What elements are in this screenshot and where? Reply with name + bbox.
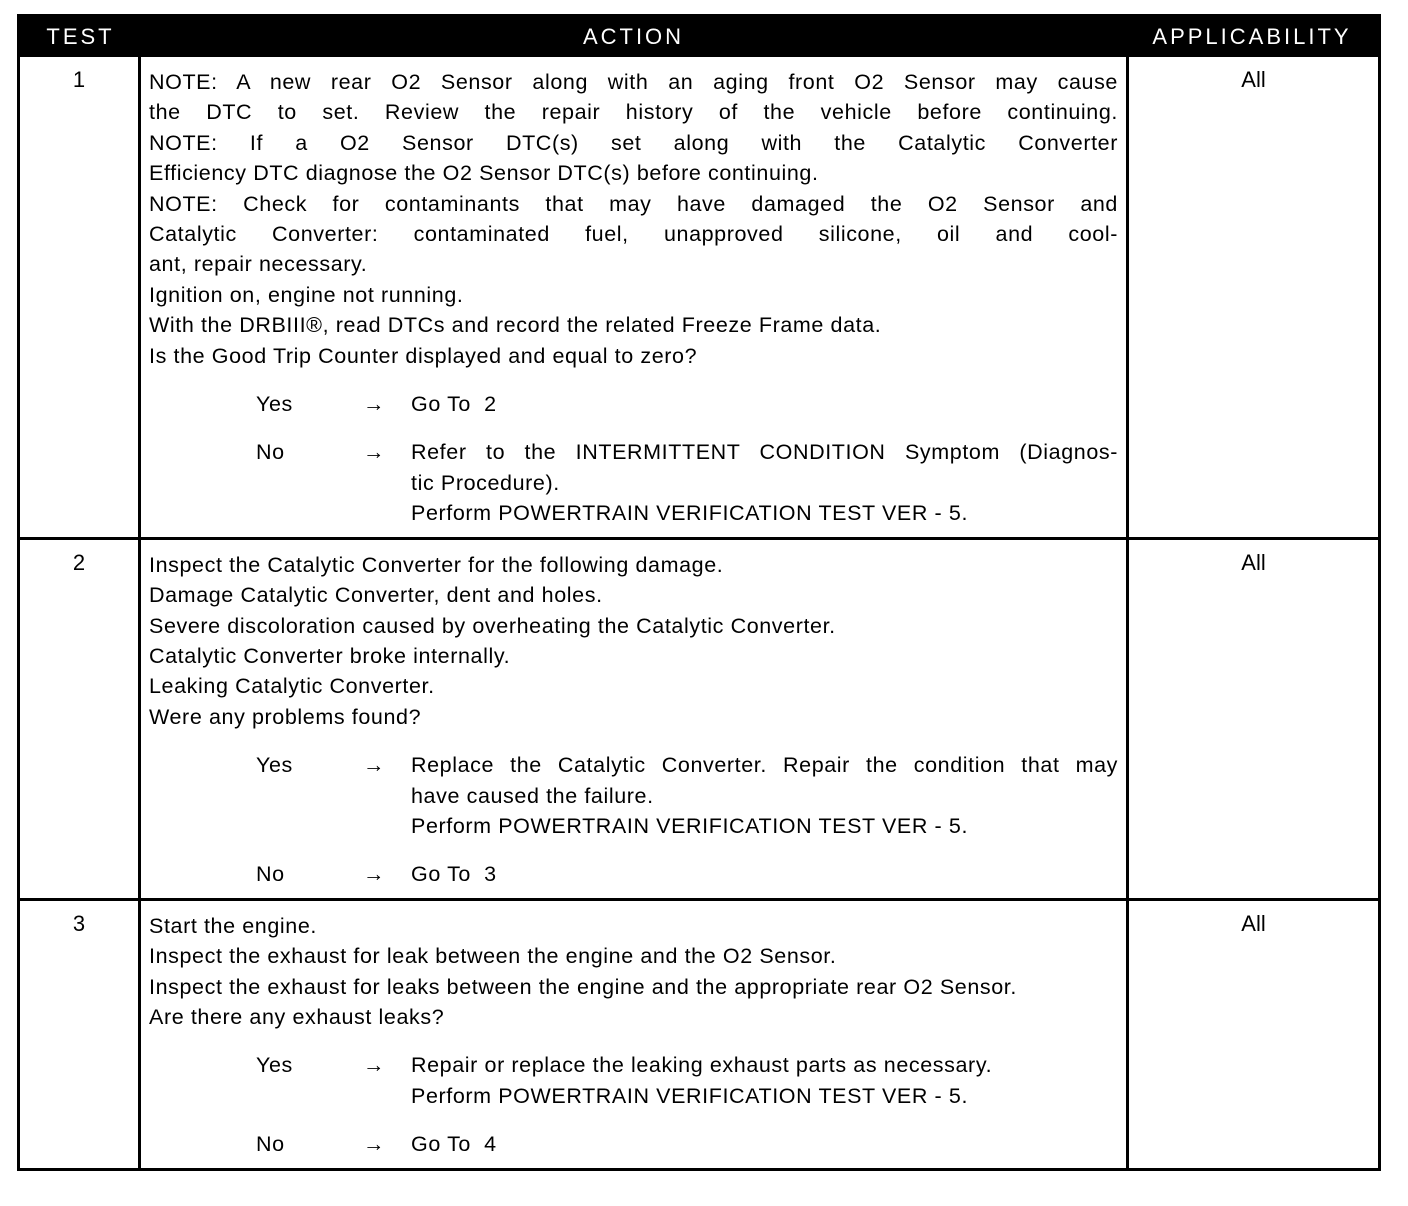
branch-text-line: Go To 4 — [411, 1132, 497, 1157]
action-line: Ignition on, engine not running. — [149, 282, 464, 307]
action-line: Inspect the Catalytic Converter for the following damage. — [149, 552, 724, 577]
branch-text-line: Perform POWERTRAIN VERIFICATION TEST VER - 5. — [411, 501, 969, 526]
right-arrow-icon: → — [363, 1132, 386, 1157]
branch-label: No — [256, 440, 285, 465]
branch-label: No — [256, 1132, 285, 1157]
action-line: ant, repair necessary. — [149, 252, 368, 277]
no-branch — [149, 1129, 1118, 1159]
test-number: 2 — [20, 540, 141, 898]
action-line: With the DRBIII®, read DTCs and record the related Freeze Frame data. — [149, 313, 882, 338]
action-line: NOTE: A new rear O2 Sensor along with an aging front O2 Sensor may cause — [149, 70, 1118, 94]
action-line: Leaking Catalytic Converter. — [149, 674, 435, 699]
action-line: Are there any exhaust leaks? — [149, 1004, 445, 1029]
branch-text-line: Perform POWERTRAIN VERIFICATION TEST VER - 5. — [411, 813, 969, 838]
branch-text-line: have caused the failure. — [411, 783, 654, 808]
test-number: 3 — [20, 901, 141, 1168]
branch-label: Yes — [256, 753, 293, 778]
action-line: Were any problems found? — [149, 704, 422, 729]
action-line: Catalytic Converter: contaminated fuel, unapproved silicone, oil and cool- — [149, 222, 1118, 247]
right-arrow-icon: → — [363, 1053, 386, 1078]
action-line: NOTE: If a O2 Sensor DTC(s) set along with the Catalytic Converter — [149, 130, 1118, 155]
action-line: Efficiency DTC diagnose the O2 Sensor DTC(s) before continuing. — [149, 161, 819, 186]
branch-label: Yes — [256, 1053, 293, 1078]
table-header — [20, 17, 1378, 57]
branch-text — [411, 1129, 1118, 1159]
branch-text — [411, 1050, 1118, 1111]
branch-text-line: Repair or replace the leaking exhaust parts as necessary. — [411, 1053, 993, 1078]
branch-text-line: Perform POWERTRAIN VERIFICATION TEST VER - 5. — [411, 1083, 969, 1108]
table-row — [20, 537, 1378, 898]
table-row — [20, 57, 1378, 537]
test-number: 1 — [20, 57, 141, 537]
right-arrow-icon: → — [363, 862, 386, 887]
action-line: Inspect the exhaust for leaks between the engine and the appropriate rear O2 Sensor. — [149, 974, 1017, 999]
branch-text — [411, 437, 1118, 528]
header-test: TEST — [46, 24, 115, 49]
action-line: Is the Good Trip Counter displayed and equal to zero? — [149, 343, 698, 368]
branch-text-line: tic Procedure). — [411, 470, 560, 495]
header-applicability: APPLICABILITY — [1152, 24, 1352, 49]
diagnostic-table — [17, 14, 1381, 1171]
action-cell — [141, 540, 1126, 898]
action-cell — [141, 57, 1126, 537]
action-line: Damage Catalytic Converter, dent and holes. — [149, 583, 603, 608]
yes-branch — [149, 1050, 1118, 1111]
action-line: Catalytic Converter broke internally. — [149, 643, 511, 668]
branch-text-line: Go To 2 — [411, 392, 497, 417]
right-arrow-icon: → — [363, 753, 386, 778]
action-line: Inspect the exhaust for leak between the engine and the O2 Sensor. — [149, 944, 837, 969]
applicability-cell: All — [1126, 57, 1378, 537]
branch-label: No — [256, 862, 285, 887]
yes-branch — [149, 389, 1118, 419]
table-row — [20, 898, 1378, 1168]
table-body — [20, 57, 1378, 1168]
yes-branch — [149, 750, 1118, 841]
no-branch — [149, 437, 1118, 528]
no-branch — [149, 859, 1118, 889]
action-line: Severe discoloration caused by overheating the Catalytic Converter. — [149, 613, 836, 638]
branch-text — [411, 859, 1118, 889]
action-line: Start the engine. — [149, 913, 317, 938]
right-arrow-icon: → — [363, 440, 386, 465]
right-arrow-icon: → — [363, 392, 386, 417]
branch-text — [411, 389, 1118, 419]
branch-text-line: Go To 3 — [411, 862, 497, 887]
applicability-cell: All — [1126, 540, 1378, 898]
action-line: the DTC to set. Review the repair history of the vehicle before continuing. — [149, 100, 1118, 125]
header-action: ACTION — [582, 24, 685, 49]
branch-text-line: Refer to the INTERMITTENT CONDITION Symptom (Diagnos- — [411, 440, 1118, 465]
action-line: NOTE: Check for contaminants that may have damaged the O2 Sensor and — [149, 191, 1118, 216]
branch-text — [411, 750, 1118, 841]
action-cell — [141, 901, 1126, 1168]
branch-label: Yes — [256, 392, 293, 417]
applicability-cell: All — [1126, 901, 1378, 1168]
branch-text-line: Replace the Catalytic Converter. Repair the condition that may — [411, 753, 1118, 778]
